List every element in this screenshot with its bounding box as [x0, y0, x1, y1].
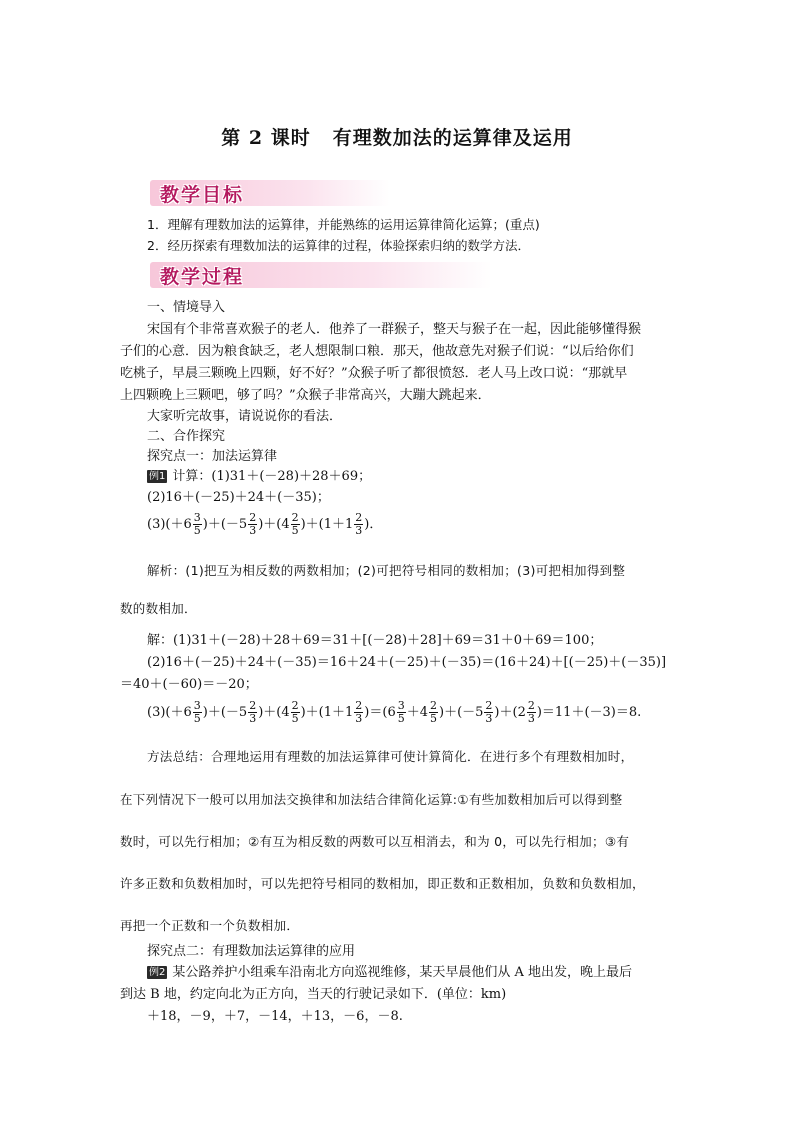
expr-part: )＋(－5 — [202, 517, 248, 532]
solution-line-3 — [147, 698, 641, 728]
point-heading: 探究点一：加法运算律 — [147, 449, 278, 464]
story-line: 子们的心意．因为粮食缺乏，老人想限制口粮．那天，他故意先对猴子们说：“以后给你们 — [120, 344, 634, 359]
expr-part: )＝(6 — [364, 705, 396, 720]
fraction — [354, 700, 363, 725]
numerator: 2 — [355, 511, 363, 524]
denominator: 5 — [430, 712, 437, 725]
fraction — [484, 700, 493, 725]
denominator: 3 — [249, 524, 257, 537]
goal-item: 1．理解有理数加法的运算律，并能熟练的运用运算律简化运算；(重点) — [147, 217, 540, 232]
example-2-question-cont: 到达 B 地，约定向北为正方向，当天的行驶记录如下．(单位：km) — [120, 987, 507, 1002]
method-line: 方法总结：合理地运用有理数的加法运算律可使计算简化．在进行多个有理数相加时， — [147, 749, 634, 764]
section-heading: 二、合作探究 — [147, 429, 226, 444]
fraction — [429, 700, 438, 725]
point-heading: 探究点二：有理数加法运算律的应用 — [147, 944, 356, 959]
denominator: 3 — [249, 712, 257, 725]
question-text: 某公路养护小组乘车沿南北方向巡视维修，某天早晨他们从 A 地出发，晚上最后 — [172, 965, 633, 980]
method-line: 许多正数和负数相加时，可以先把符号相同的数相加，即正数和正数相加，负数和负数相加， — [120, 876, 645, 891]
analysis-line: 解析：(1)把互为相反数的两数相加；(2)可把符号相同的数相加；(3)可把相加得到整 — [147, 563, 626, 578]
numerator: 2 — [355, 699, 363, 712]
expr-part: (3)(＋6 — [147, 517, 192, 532]
method-line: 在下列情况下一般可以用加法交换律和加法结合律简化运算:①有些加数相加后可以得到整 — [120, 792, 623, 807]
example-1-question-3 — [147, 510, 382, 540]
expr-part: )＋(1＋1 — [300, 517, 354, 532]
numerator: 2 — [291, 699, 299, 712]
solution-line: 解：(1)31＋(－28)＋28＋69＝31＋[(－28)＋28]＋69＝31＋0＋69＝100； — [147, 633, 603, 648]
example-1-question — [147, 467, 371, 487]
fraction — [248, 700, 257, 725]
example-badge: 例2 — [149, 967, 166, 978]
example-1-question-2: (2)16＋(－25)＋24＋(－35)； — [147, 490, 330, 505]
denominator: 3 — [527, 712, 535, 725]
expr-part: )＋(2 — [494, 705, 526, 720]
numerator: 3 — [193, 699, 201, 712]
numerator: 2 — [249, 699, 257, 712]
fraction — [193, 700, 202, 725]
analysis-line: 数的数相加． — [120, 601, 197, 616]
expr-part: )＋(4 — [258, 517, 290, 532]
denominator: 5 — [291, 712, 299, 725]
expr-part: )＋(－5 — [439, 705, 484, 720]
goals-banner-label: 教学目标 — [160, 183, 245, 206]
question-text: 计算：(1)31＋(－28)＋28＋69； — [172, 469, 372, 484]
denominator: 5 — [193, 712, 201, 725]
denominator: 3 — [355, 712, 363, 725]
expr-part: )＋(－5 — [202, 705, 248, 720]
fraction — [291, 512, 300, 537]
story-line: 宋国有个非常喜欢猴子的老人．他养了一群猴子，整天与猴子在一起，因此能够懂得猴 — [147, 322, 642, 337]
numerator: 2 — [430, 699, 437, 712]
fraction — [354, 512, 363, 537]
expr-part: ＋4 — [406, 705, 428, 720]
solution-line: ＝40＋(－60)＝－20； — [120, 677, 258, 692]
denominator: 5 — [291, 524, 299, 537]
story-line: 吃桃子，早晨三颗晚上四颗，好不好？”众猴子听了都很愤怒．老人马上改口说：“那就早 — [120, 366, 628, 381]
fraction — [193, 512, 202, 537]
numerator: 3 — [397, 699, 405, 712]
numerator: 2 — [485, 699, 493, 712]
expr-part: )＋(4 — [258, 705, 290, 720]
numerator: 2 — [291, 511, 299, 524]
expr-part: )＝11＋(－3)＝8. — [536, 705, 642, 720]
page-title — [0, 123, 794, 150]
example-badge: 例1 — [149, 471, 166, 482]
fraction — [527, 700, 536, 725]
section-heading: 一、情境导入 — [147, 300, 226, 315]
example-2-data: ＋18，－9，＋7，－14，＋13，－6，－8. — [147, 1009, 403, 1024]
goals-banner — [150, 180, 390, 206]
goal-item: 2．经历探索有理数加法的运算律的过程，体验探索归纳的数学方法． — [147, 238, 530, 253]
story-line: 上四颗晚上三颗吧，够了吗？”众猴子非常高兴，大蹦大跳起来． — [120, 388, 491, 403]
expr-part: )＋(1＋1 — [300, 705, 354, 720]
expr-part: (3)(＋6 — [147, 705, 192, 720]
process-banner-label: 教学过程 — [160, 265, 245, 288]
numerator: 2 — [249, 511, 257, 524]
denominator: 3 — [355, 524, 363, 537]
denominator: 5 — [397, 712, 405, 725]
numerator: 2 — [527, 699, 535, 712]
denominator: 3 — [485, 712, 493, 725]
lesson-number: 第 2 课时 — [221, 127, 311, 149]
method-line: 再把一个正数和一个负数相加． — [120, 918, 300, 933]
expr-part: )． — [364, 517, 383, 532]
story-prompt: 大家听完故事，请说说你的看法． — [147, 409, 343, 424]
fraction — [291, 700, 300, 725]
numerator: 3 — [193, 511, 201, 524]
denominator: 5 — [193, 524, 201, 537]
solution-line: (2)16＋(－25)＋24＋(－35)＝16＋24＋(－25)＋(－35)＝(16＋24)＋[(－25)＋(－35)] — [147, 655, 667, 670]
method-line: 数时，可以先行相加；②有互为相反数的两数可以互相消去，和为 0，可以先行相加；③有 — [120, 834, 630, 849]
process-banner — [150, 262, 492, 288]
lesson-title: 有理数加法的运算律及运用 — [332, 127, 573, 149]
example-2-question — [147, 963, 632, 983]
fraction — [397, 700, 406, 725]
fraction — [248, 512, 257, 537]
